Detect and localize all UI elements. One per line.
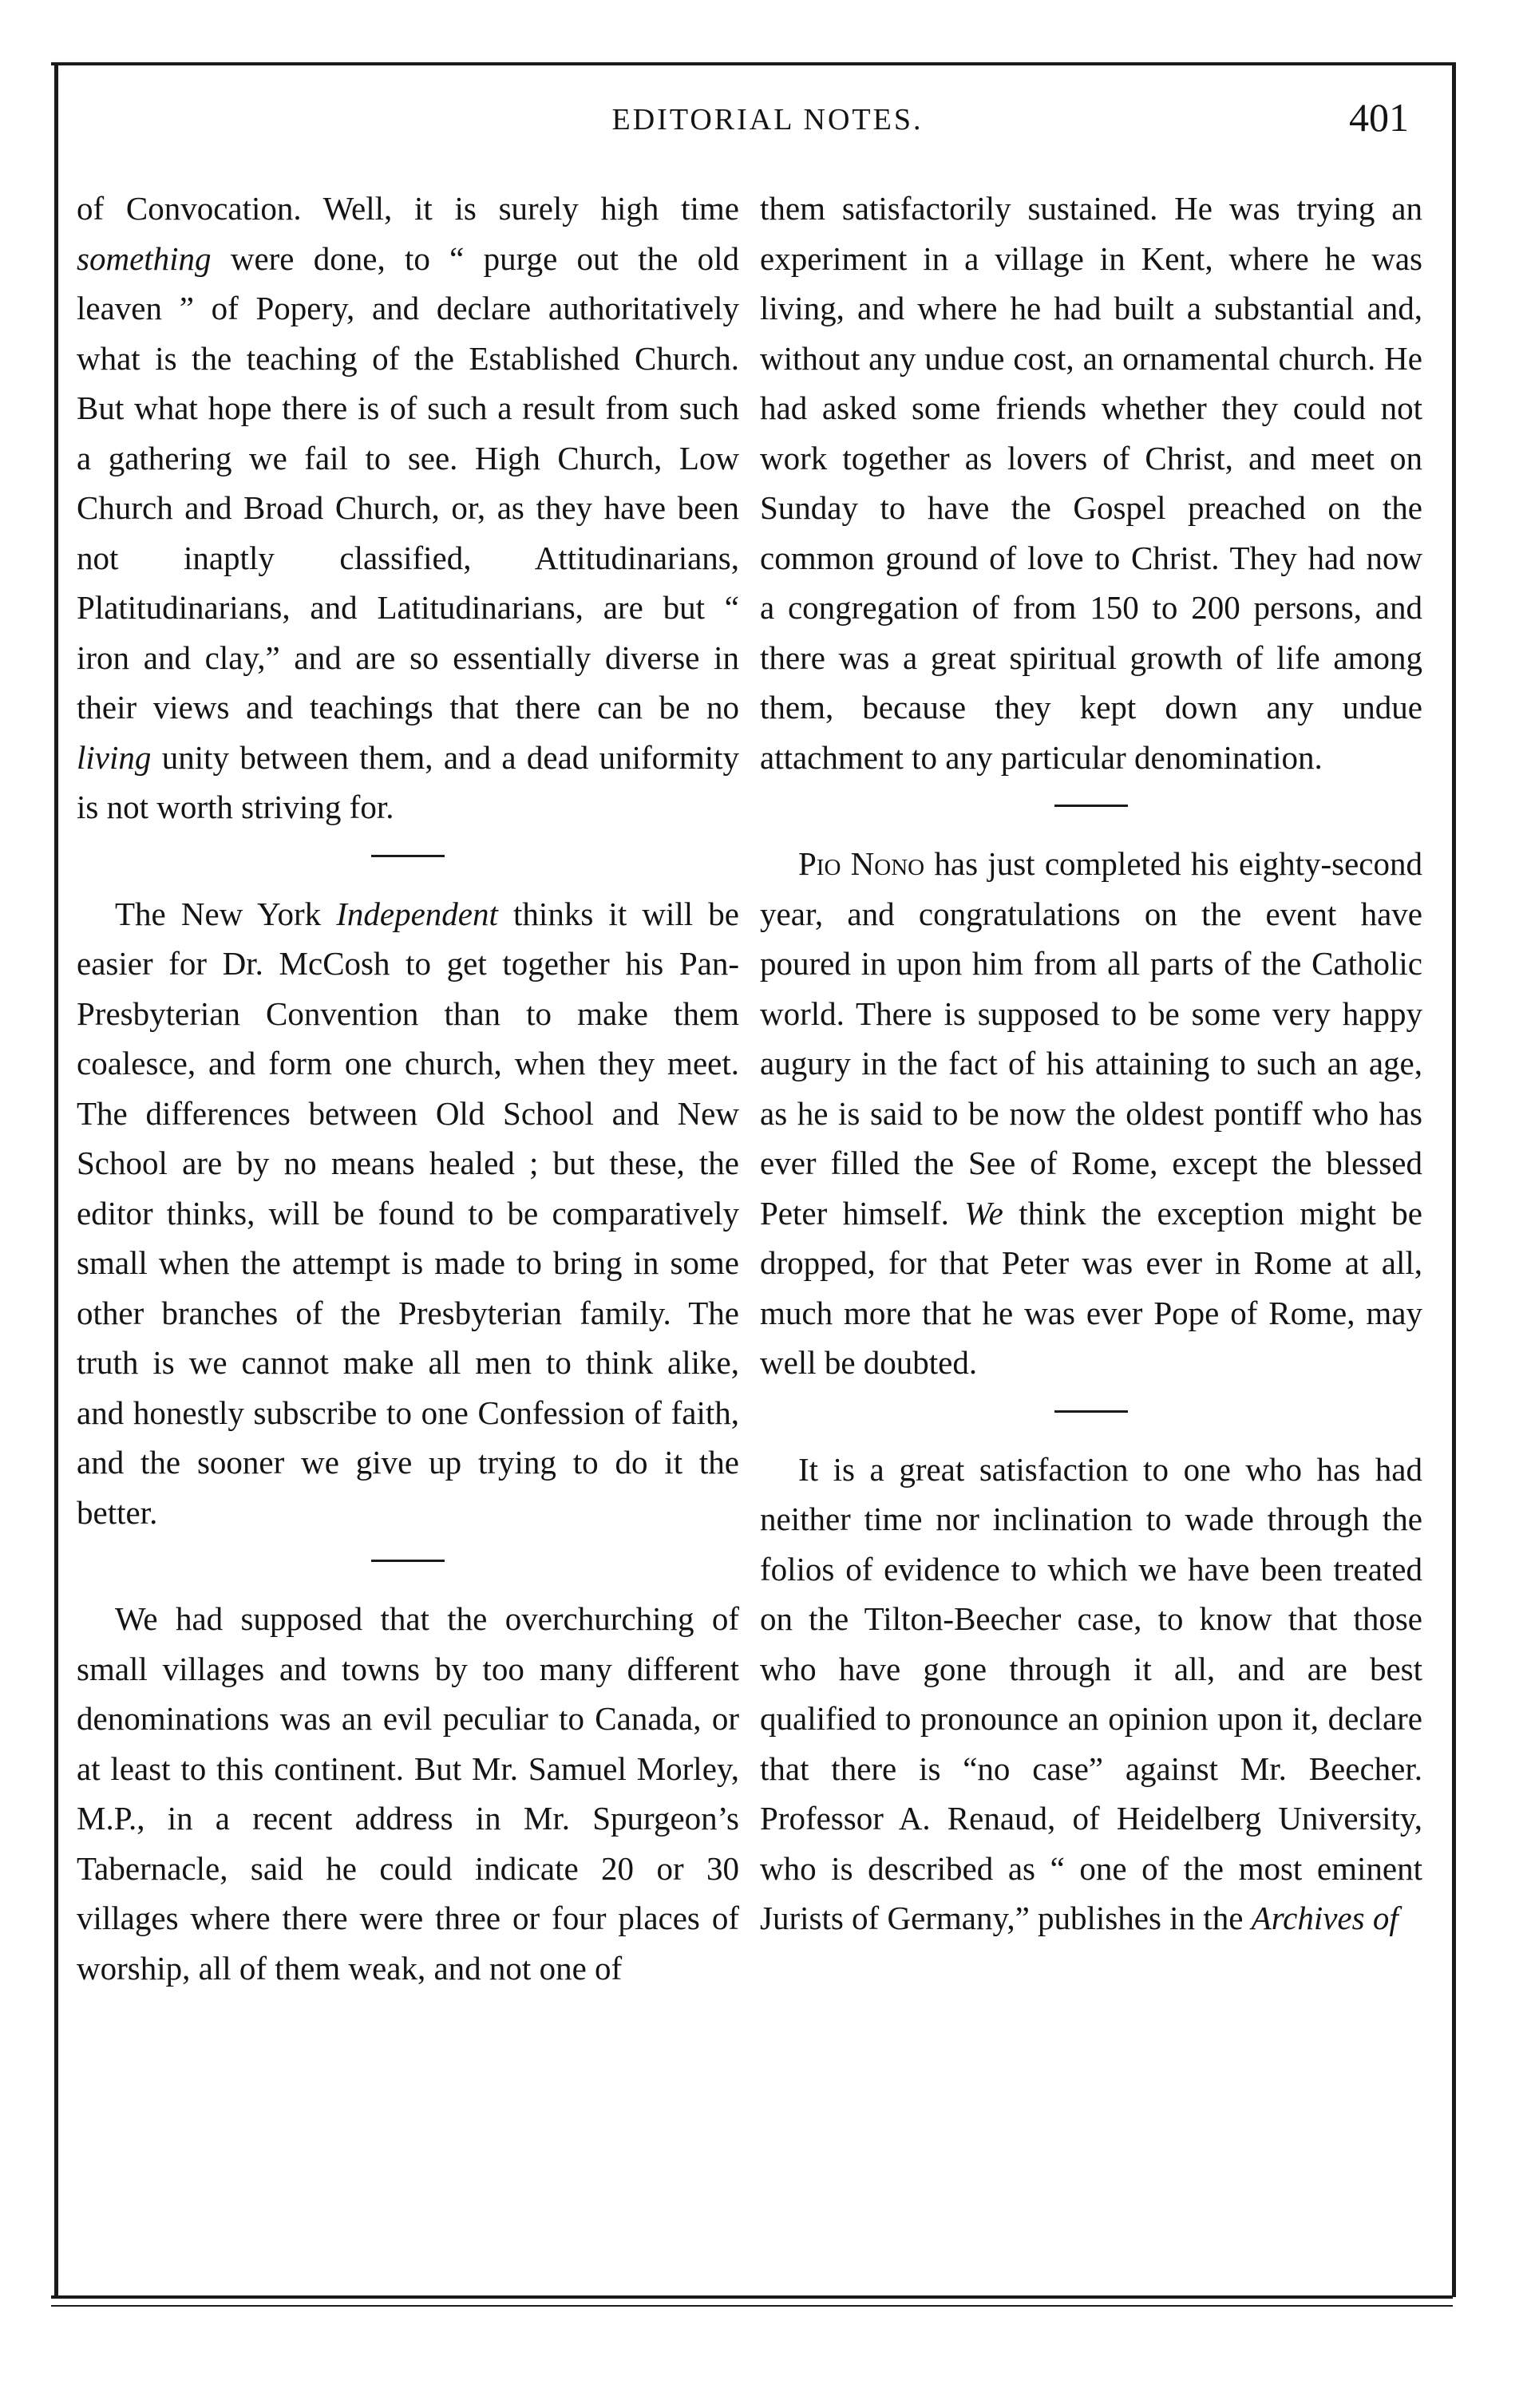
bottom-rule-thin — [51, 2305, 1453, 2307]
section-divider — [1054, 805, 1128, 807]
bottom-rule — [51, 2295, 1453, 2299]
italic-word: something — [77, 239, 212, 277]
paragraph-pio-nono — [760, 839, 1422, 1388]
text-run: think the exception might be dropped, for that Peter was ever in Rome at all, much more that he was ever Pope of Rome, may well be doubted. — [760, 1194, 1422, 1381]
italic-title: Independent — [336, 895, 498, 932]
paragraph-morley-continued: them satisfactorily sustained. He was trying an experiment in a village in Kent, where he was living, and where he had built a substantial and, without any undue cost, an ornamental church. He had asked some friends whether they could not work together as lovers of Christ, and meet on Sunday to have the Gospel preached on the common ground of love to Christ. They had now a congregation of from 150 to 200 persons, and there was a great spiritual growth of life among them, because they kept down any undue attachment to any particular denomination. — [760, 190, 1422, 776]
text-run: were done, to “ purge out the old leaven ” of Popery, and declare authoritatively what is the teaching of the Established Church. But what hope there is of such a result from such a gathering we fail to see. High Church, Low Church and Broad Church, or, as they have been not inaptly classified, Attitudinarians, Platitudinarians, and Latitudinarians, are but “ iron and clay,” and are so essentially diverse in their views and teachings that there can be no — [77, 239, 739, 726]
section-divider — [1054, 1410, 1128, 1413]
paragraph-convocation — [77, 184, 739, 832]
small-caps-lead: Pio Nono — [798, 845, 925, 882]
section-divider — [371, 855, 445, 857]
section-divider — [371, 1560, 445, 1562]
italic-word: living — [77, 738, 152, 776]
text-run: thinks it will be easier for Dr. McCosh to get together his Pan-Presbyterian Convention than to make them coalesce, and form one church, when they meet. The differences between Old School and New School are by no means healed ; but these, the editor thinks, will be found to be comparatively small when the attempt is made to bring in some other branches of the Presbyterian family. The truth is we cannot make all men to think alike, and honestly subscribe to one Confession of faith, and the sooner we give up trying to do it the better. — [77, 895, 739, 1531]
text-run: The New York — [115, 895, 337, 932]
paragraph-tilton-beecher — [760, 1445, 1422, 1943]
italic-word: We — [964, 1194, 1003, 1232]
left-column — [77, 184, 739, 1993]
text-run: It is a great satisfaction to one who has had neither time nor inclination to wade through the folios of evidence to which we have been treated on the Tilton-Beecher case, to know that those who have gone through it all, and are best qualified to pronounce an opinion upon it, declare that there is “no case” against Mr. Beecher. Professor A. Renaud, of Heidelberg University, who is described as “ one of the most eminent Jurists of Germany,” publishes in the — [760, 1450, 1422, 1936]
page-number: 401 — [1349, 95, 1409, 140]
text-run: has just completed his eighty-second year, and congratulations on the event have poured in upon him from all parts of the Catholic world. There is supposed to be some very happy augury in the fact of his attaining to such an age, as he is said to be now the oldest pontiff who has ever filled the See of Rome, except the blessed Peter himself. — [760, 845, 1422, 1232]
paragraph-independent — [77, 889, 739, 1538]
text-run: of Convocation. Well, it is surely high time — [77, 190, 739, 227]
running-title: EDITORIAL NOTES. — [611, 103, 924, 136]
paragraph-overchurching: We had supposed that the overchurching of small villages and towns by too many different denominations was an evil peculiar to Canada, or at least to this continent. But Mr. Samuel Morley, M.P., in a recent address in Mr. Spurgeon’s Tabernacle, said he could indicate 20 or 30 villages where there were three or four places of worship, all of them weak, and not one of — [77, 1600, 739, 1987]
right-column — [760, 184, 1422, 1943]
text-run: unity between them, and a dead uniformity is not worth striving for. — [77, 738, 739, 825]
italic-title: Archives of — [1251, 1900, 1399, 1936]
